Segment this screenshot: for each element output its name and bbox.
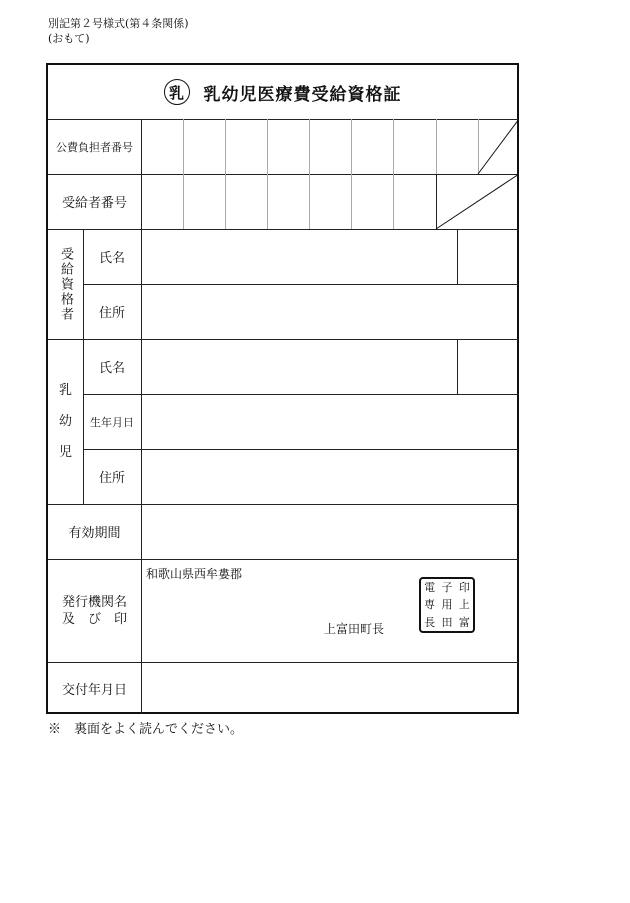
infant-group-char: 乳 — [58, 383, 72, 398]
label-recipient-address: 住所 — [98, 306, 125, 321]
label-recipient-group-cell — [48, 229, 83, 339]
form-number: 別記第２号様式(第４条関係) — [48, 17, 189, 30]
seal-char: 専 — [424, 598, 436, 612]
seal-char: 印 — [458, 581, 470, 595]
label-issuer-line1: 発行機関名 — [61, 594, 127, 610]
label-recipient-group: 受給資格者 — [58, 246, 73, 322]
seal-char: 子 — [441, 581, 453, 595]
official-seal — [419, 577, 475, 633]
seal-char: 長 — [424, 615, 436, 629]
seal-char: 電 — [424, 581, 436, 595]
infant-group-char: 児 — [58, 445, 72, 460]
label-issuer-line2: 及 び 印 — [61, 611, 127, 627]
diagonal-line — [436, 174, 519, 229]
seal-char: 上 — [458, 598, 470, 612]
eligibility-card — [46, 63, 519, 714]
label-issuer — [48, 559, 141, 662]
seal-char: 富 — [458, 615, 470, 629]
label-recipient-number: 受給者番号 — [61, 196, 127, 211]
diagonal-line — [478, 119, 519, 174]
label-infant-name: 氏名 — [98, 361, 125, 376]
back-side-note: ※ 裏面をよく読んでください。 — [48, 722, 244, 737]
label-infant-address: 住所 — [98, 471, 125, 486]
label-valid-period: 有効期間 — [68, 526, 121, 541]
label-birth-date: 生年月日 — [90, 415, 134, 429]
seal-char: 田 — [441, 615, 453, 629]
infant-group-char: 幼 — [58, 414, 72, 429]
issuer-prefecture: 和歌山県西牟婁郡 — [146, 567, 243, 581]
seal-char: 用 — [441, 598, 453, 612]
milk-badge-icon: 乳 — [164, 79, 190, 105]
side-label: (おもて) — [48, 32, 90, 45]
label-public-payer-number: 公費負担者番号 — [56, 140, 133, 154]
card-title: 乳幼児医療費受給資格証 — [203, 84, 402, 105]
issuer-mayor: 上富田町長 — [324, 622, 385, 636]
label-recipient-name: 氏名 — [98, 251, 125, 266]
label-issue-date: 交付年月日 — [61, 682, 127, 698]
label-infant-group — [48, 339, 83, 504]
